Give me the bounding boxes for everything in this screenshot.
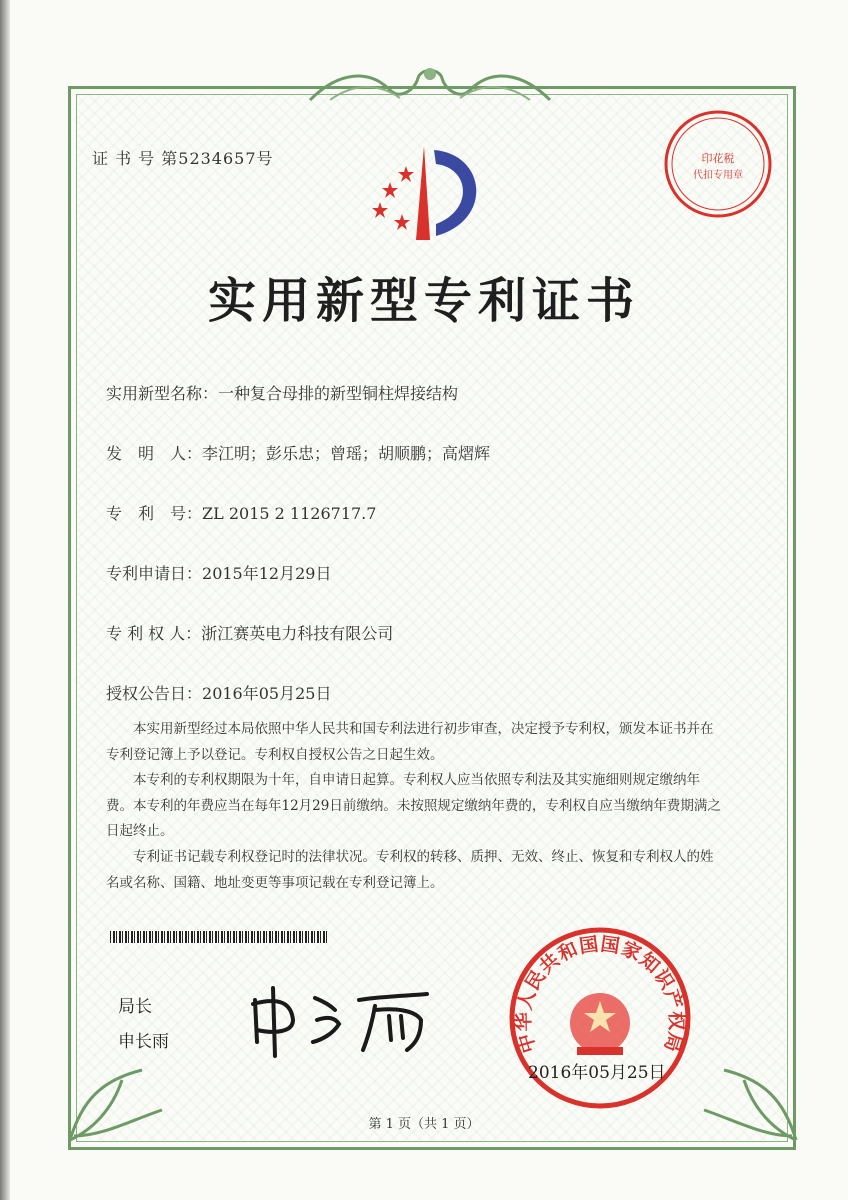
field-value: 李江明；彭乐忠；曾瑶；胡顺鹏；高熠辉 xyxy=(202,444,491,463)
tax-stamp-seal xyxy=(662,108,774,220)
cnipa-logo xyxy=(366,140,498,252)
field-utility-model-name xyxy=(106,381,458,404)
field-value: 2015年12月29日 xyxy=(202,564,332,583)
certificate-title: 实用新型专利证书 xyxy=(207,273,640,329)
field-value: 2016年05月25日 xyxy=(202,684,332,703)
director-signature xyxy=(235,980,435,1060)
svg-text:印花税: 印花税 xyxy=(701,152,735,165)
paragraph-grant: 本实用新型经过本局依照中华人民共和国专利法进行初步审查，决定授予专利权，颁发本证书并在专利登记簿上予以登记。专利权自授权公告之日起生效。 xyxy=(106,721,714,763)
director-title: 局长 xyxy=(118,997,152,1017)
certificate-number: 证 书 号 第5234657号 xyxy=(92,149,274,168)
field-label: 专利申请日： xyxy=(106,564,203,583)
page-number: 第 1 页（共 1 页） xyxy=(368,1117,480,1132)
field-label: 实用新型名称： xyxy=(106,384,219,403)
field-announcement-date xyxy=(106,681,331,704)
top-ornament xyxy=(300,60,560,106)
field-patent-holder xyxy=(106,621,393,644)
seal-text: 中华人民共和国国家知识产权局 xyxy=(512,933,688,1056)
field-value: ZL 2015 2 1126717.7 xyxy=(202,504,377,523)
field-inventor xyxy=(106,441,490,464)
scan-edge xyxy=(0,0,10,1200)
sign-date: 2016年05月25日 xyxy=(528,1063,666,1083)
corner-ornament-bottom-left xyxy=(62,1040,172,1150)
field-label: 授权公告日： xyxy=(106,684,203,703)
field-label: 发 明 人： xyxy=(106,444,203,463)
corner-ornament-bottom-right xyxy=(694,1040,804,1150)
field-application-date xyxy=(106,561,331,584)
paragraph-term: 本专利的专利权期限为十年，自申请日起算。专利权人应当依照专利法及其实施细则规定缴纳年费。本专利的年费应当在每年12月29日前缴纳。未按照规定缴纳年费的，专利权自应当缴纳年费期满之日起终止。 xyxy=(106,772,721,839)
paragraph-legal-status: 专利证书记载专利权登记时的法律状况。专利权的转移、质押、无效、终止、恢复和专利权人的姓名或名称、国籍、地址变更等事项记载在专利登记簿上。 xyxy=(106,849,714,891)
field-label: 专 利 号： xyxy=(106,504,203,523)
field-label: 专 利 权 人： xyxy=(106,624,202,643)
official-seal xyxy=(505,923,695,1113)
field-patent-number xyxy=(106,501,376,524)
director-name: 申长雨 xyxy=(118,1032,169,1052)
svg-text:代扣专用章: 代扣专用章 xyxy=(693,170,743,181)
barcode xyxy=(110,931,328,943)
field-value: 浙江赛英电力科技有限公司 xyxy=(201,624,394,643)
field-value: 一种复合母排的新型铜柱焊接结构 xyxy=(218,384,459,403)
